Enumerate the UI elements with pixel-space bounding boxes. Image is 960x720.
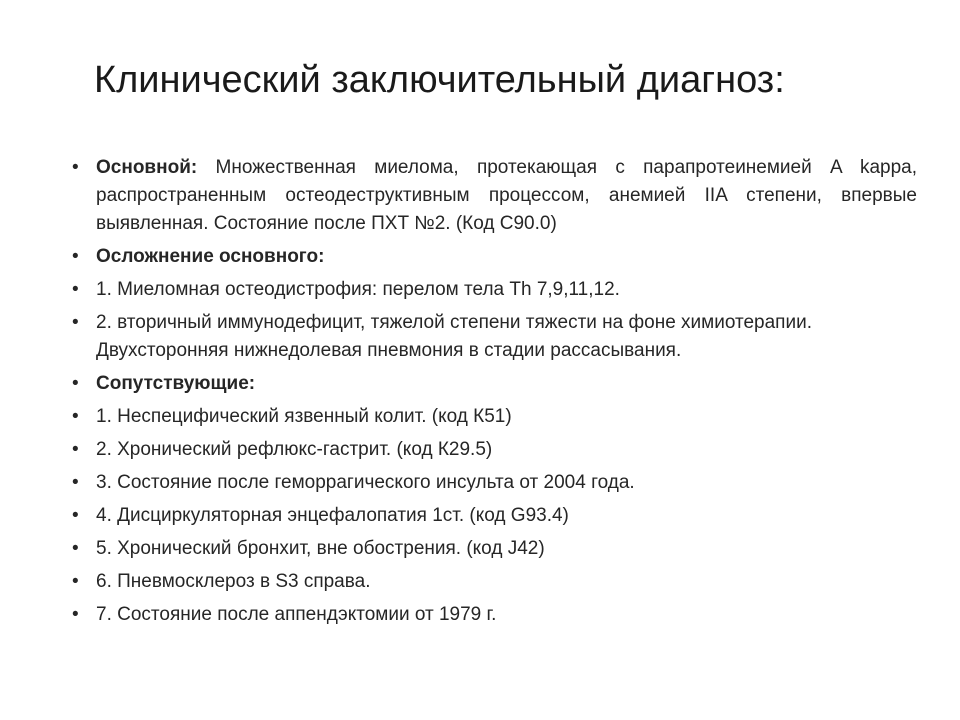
list-item-concomitant bbox=[72, 535, 917, 563]
list-item-concomitant bbox=[72, 502, 917, 530]
list-item-complications-heading bbox=[72, 243, 917, 271]
concomitant-label: Сопутствующие: bbox=[96, 373, 256, 394]
bullet-icon: • bbox=[72, 373, 79, 394]
list-item-main-diagnosis bbox=[72, 154, 917, 238]
concomitant-text: 7. Состояние после аппендэктомии от 1979 г. bbox=[96, 604, 497, 625]
concomitant-text: 3. Состояние после геморрагического инсульта от 2004 года. bbox=[96, 472, 635, 493]
bullet-icon: • bbox=[72, 538, 79, 559]
complication-text: 2. вторичный иммунодефицит, тяжелой степени тяжести на фоне химиотерапии. Двухсторонняя нижнедолевая пневмония в стадии рассасывания. bbox=[96, 312, 812, 361]
concomitant-text: 2. Хронический рефлюкс-гастрит. (код К29.5) bbox=[96, 439, 493, 460]
list-item-concomitant bbox=[72, 601, 917, 629]
diagnosis-list bbox=[72, 154, 917, 634]
bullet-icon: • bbox=[72, 246, 79, 267]
concomitant-text: 4. Дисциркуляторная энцефалопатия 1ст. (код G93.4) bbox=[96, 505, 569, 526]
concomitant-text: 1. Неспецифический язвенный колит. (код К51) bbox=[96, 406, 512, 427]
list-item-concomitant bbox=[72, 403, 917, 431]
complications-label: Осложнение основного: bbox=[96, 246, 325, 267]
slide-title: Клинический заключительный диагноз: bbox=[94, 59, 785, 101]
list-item-complication bbox=[72, 276, 917, 304]
bullet-icon: • bbox=[72, 505, 79, 526]
list-item-complication bbox=[72, 309, 917, 365]
bullet-icon: • bbox=[72, 439, 79, 460]
concomitant-text: 5. Хронический бронхит, вне обострения. (код J42) bbox=[96, 538, 545, 559]
bullet-icon: • bbox=[72, 312, 79, 333]
bullet-icon: • bbox=[72, 406, 79, 427]
list-item-concomitant-heading bbox=[72, 370, 917, 398]
bullet-icon: • bbox=[72, 571, 79, 592]
bullet-icon: • bbox=[72, 604, 79, 625]
list-item-concomitant bbox=[72, 469, 917, 497]
list-item-concomitant bbox=[72, 436, 917, 464]
list-item-concomitant bbox=[72, 568, 917, 596]
concomitant-text: 6. Пневмосклероз в S3 справа. bbox=[96, 571, 371, 592]
bullet-icon: • bbox=[72, 157, 79, 178]
bullet-icon: • bbox=[72, 279, 79, 300]
main-diagnosis-text: Множественная миелома, протекающая с парапротеинемией A kappa, распространенным остеодеструктивным процессом, анемией IIA степени, впервые выявленная. Состояние после ПХТ №2. (Код C90.0) bbox=[96, 157, 917, 234]
bullet-icon: • bbox=[72, 472, 79, 493]
complication-text: 1. Миеломная остеодистрофия: перелом тела Th 7,9,11,12. bbox=[96, 279, 620, 300]
main-diagnosis-label: Основной: bbox=[96, 157, 198, 178]
